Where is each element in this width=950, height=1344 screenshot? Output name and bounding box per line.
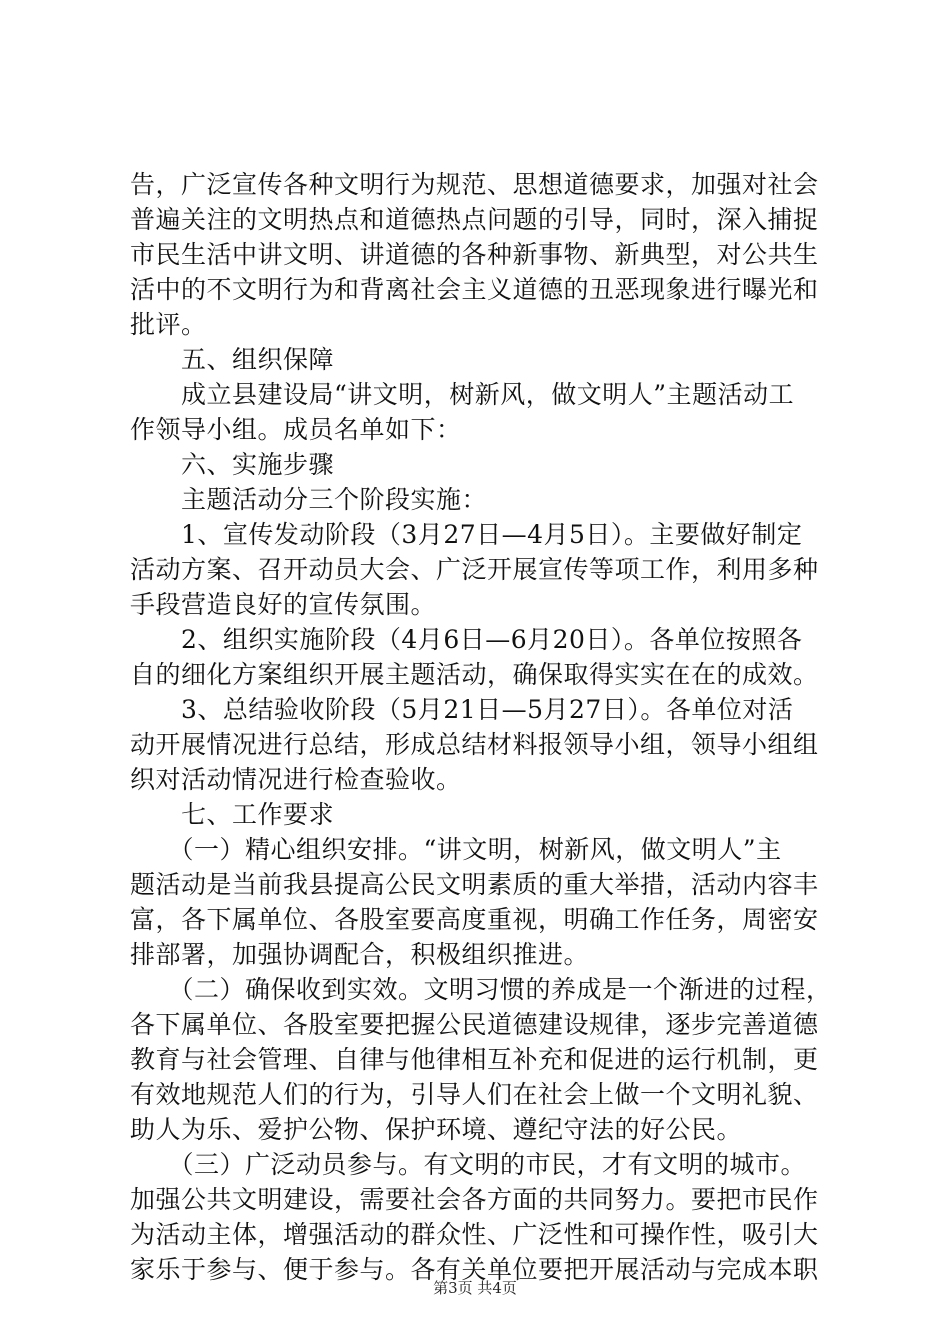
section-heading: 七、工作要求 <box>130 800 335 829</box>
text-line: 手段营造良好的宣传氛围。 <box>130 590 437 619</box>
text-line: 活中的不文明行为和背离社会主义道德的丑恶现象进行曝光和 <box>130 275 819 304</box>
text-line: 告，广泛宣传各种文明行为规范、思想道德要求，加强对社会 <box>130 170 819 199</box>
text-line: 加强公共文明建设，需要社会各方面的共同努力。要把市民作 <box>130 1185 819 1214</box>
text-line: 排部署，加强协调配合，积极组织推进。 <box>130 940 590 969</box>
text-line: 织对活动情况进行检查验收。 <box>130 765 462 794</box>
text-line: 批评。 <box>130 310 207 339</box>
text-line: 主题活动分三个阶段实施： <box>130 485 488 514</box>
section-heading: 六、实施步骤 <box>130 450 335 479</box>
text-line: 教育与社会管理、自律与他律相互补充和促进的运行机制，更 <box>130 1045 819 1074</box>
text-line: （三）广泛动员参与。有文明的市民，才有文明的城市。 <box>130 1150 807 1179</box>
text-line: 为活动主体，增强活动的群众性、广泛性和可操作性，吸引大 <box>130 1220 819 1249</box>
text-line: 有效地规范人们的行为，引导人们在社会上做一个文明礼貌、 <box>130 1080 819 1109</box>
text-line: 1、宣传发动阶段（3月27日—4月5日）。主要做好制定 <box>130 520 803 549</box>
text-line: 家乐于参与、便于参与。各有关单位要把开展活动与完成本职 <box>130 1255 819 1284</box>
text-line: 各下属单位、各股室要把握公民道德建设规律，逐步完善道德 <box>130 1010 819 1039</box>
text-line: （二）确保收到实效。文明习惯的养成是一个渐进的过程， <box>130 975 832 1004</box>
text-line: 助人为乐、爱护公物、保护环境、遵纪守法的好公民。 <box>130 1115 743 1144</box>
text-line: 自的细化方案组织开展主题活动，确保取得实实在在的成效。 <box>130 660 819 689</box>
page-number: 第3页 共4页 <box>433 1279 517 1297</box>
text-line: 活动方案、召开动员大会、广泛开展宣传等项工作，利用多种 <box>130 555 819 584</box>
text-line: 富，各下属单位、各股室要高度重视，明确工作任务，周密安 <box>130 905 819 934</box>
text-line: 动开展情况进行总结，形成总结材料报领导小组，领导小组组 <box>130 730 819 759</box>
section-heading: 五、组织保障 <box>130 345 335 374</box>
text-line: 成立县建设局“讲文明，树新风，做文明人”主题活动工 <box>130 380 795 409</box>
text-line: 作领导小组。成员名单如下： <box>130 415 462 444</box>
text-line: 普遍关注的文明热点和道德热点问题的引导，同时，深入捕捉 <box>130 205 819 234</box>
page-footer <box>0 1278 950 1298</box>
text-line: （一）精心组织安排。“讲文明，树新风，做文明人”主 <box>130 835 782 864</box>
text-line: 2、组织实施阶段（4月6日—6月20日）。各单位按照各 <box>130 625 803 654</box>
document-body <box>130 167 830 1287</box>
text-line: 市民生活中讲文明、讲道德的各种新事物、新典型，对公共生 <box>130 240 819 269</box>
text-line: 题活动是当前我县提高公民文明素质的重大举措，活动内容丰 <box>130 870 819 899</box>
text-line: 3、总结验收阶段（5月21日—5月27日）。各单位对活 <box>130 695 794 724</box>
